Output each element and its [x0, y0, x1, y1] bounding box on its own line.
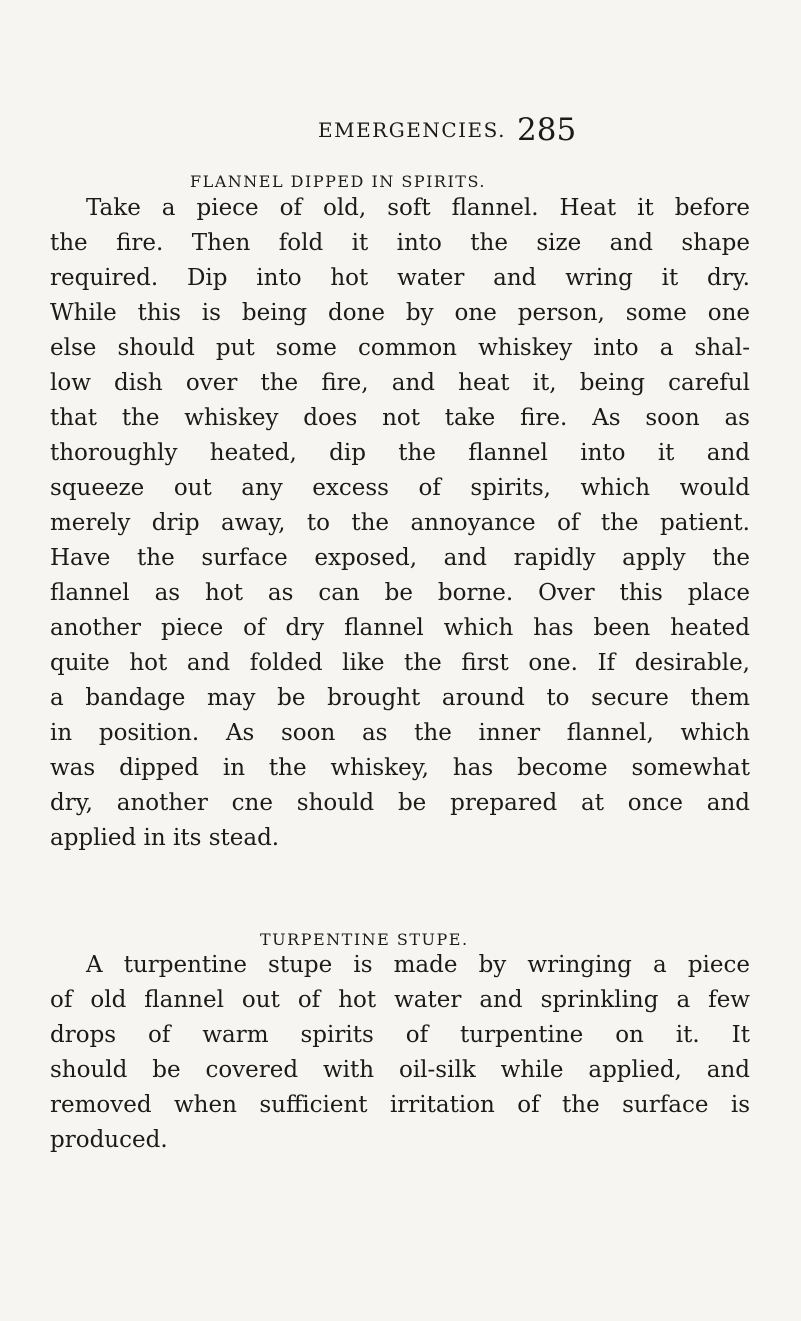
- text-line: quite hot and folded like the first one. If desirable,: [50, 650, 750, 676]
- text-line: in position. As soon as the inner flannel, which: [50, 720, 750, 746]
- page-number: 285: [517, 112, 577, 148]
- text-line: Have the surface exposed, and rapidly apply the: [50, 545, 750, 571]
- text-line: flannel as hot as can be borne. Over this place: [50, 580, 750, 606]
- text-line: drops of warm spirits of turpentine on it. It: [50, 1022, 750, 1048]
- running-head: [318, 112, 578, 152]
- paragraph-flannel: [50, 191, 750, 856]
- text-line: required. Dip into hot water and wring it dry.: [50, 265, 750, 291]
- text-line: produced.: [50, 1127, 168, 1153]
- text-line: A turpentine stupe is made by wringing a piece: [86, 952, 750, 978]
- text-line: the fire. Then fold it into the size and shape: [50, 230, 750, 256]
- text-line: removed when sufficient irritation of the surface is: [50, 1092, 750, 1118]
- text-line: should be covered with oil-silk while applied, and: [50, 1057, 750, 1083]
- text-line: was dipped in the whiskey, has become somewhat: [50, 755, 750, 781]
- text-line: squeeze out any excess of spirits, which would: [50, 475, 750, 501]
- text-line: merely drip away, to the annoyance of the patient.: [50, 510, 750, 536]
- text-line: applied in its stead.: [50, 825, 280, 851]
- text-line: of old flannel out of hot water and sprinkling a few: [50, 987, 750, 1013]
- section-heading-turpentine: TURPENTINE STUPE.: [260, 930, 469, 949]
- section-heading-flannel: FLANNEL DIPPED IN SPIRITS.: [190, 172, 486, 191]
- text-line: dry, another cne should be prepared at once and: [50, 790, 750, 816]
- text-line: While this is being done by one person, some one: [50, 300, 750, 326]
- paragraph-turpentine: [50, 948, 750, 1158]
- text-line: Take a piece of old, soft flannel. Heat it before: [86, 195, 750, 221]
- text-line: low dish over the fire, and heat it, being careful: [50, 370, 750, 396]
- text-line: thoroughly heated, dip the flannel into it and: [50, 440, 750, 466]
- text-line: a bandage may be brought around to secure them: [50, 685, 750, 711]
- text-line: another piece of dry flannel which has been heated: [50, 615, 750, 641]
- running-title: EMERGENCIES.: [318, 118, 506, 142]
- text-line: else should put some common whiskey into a shal-: [50, 335, 750, 361]
- text-line: that the whiskey does not take fire. As soon as: [50, 405, 750, 431]
